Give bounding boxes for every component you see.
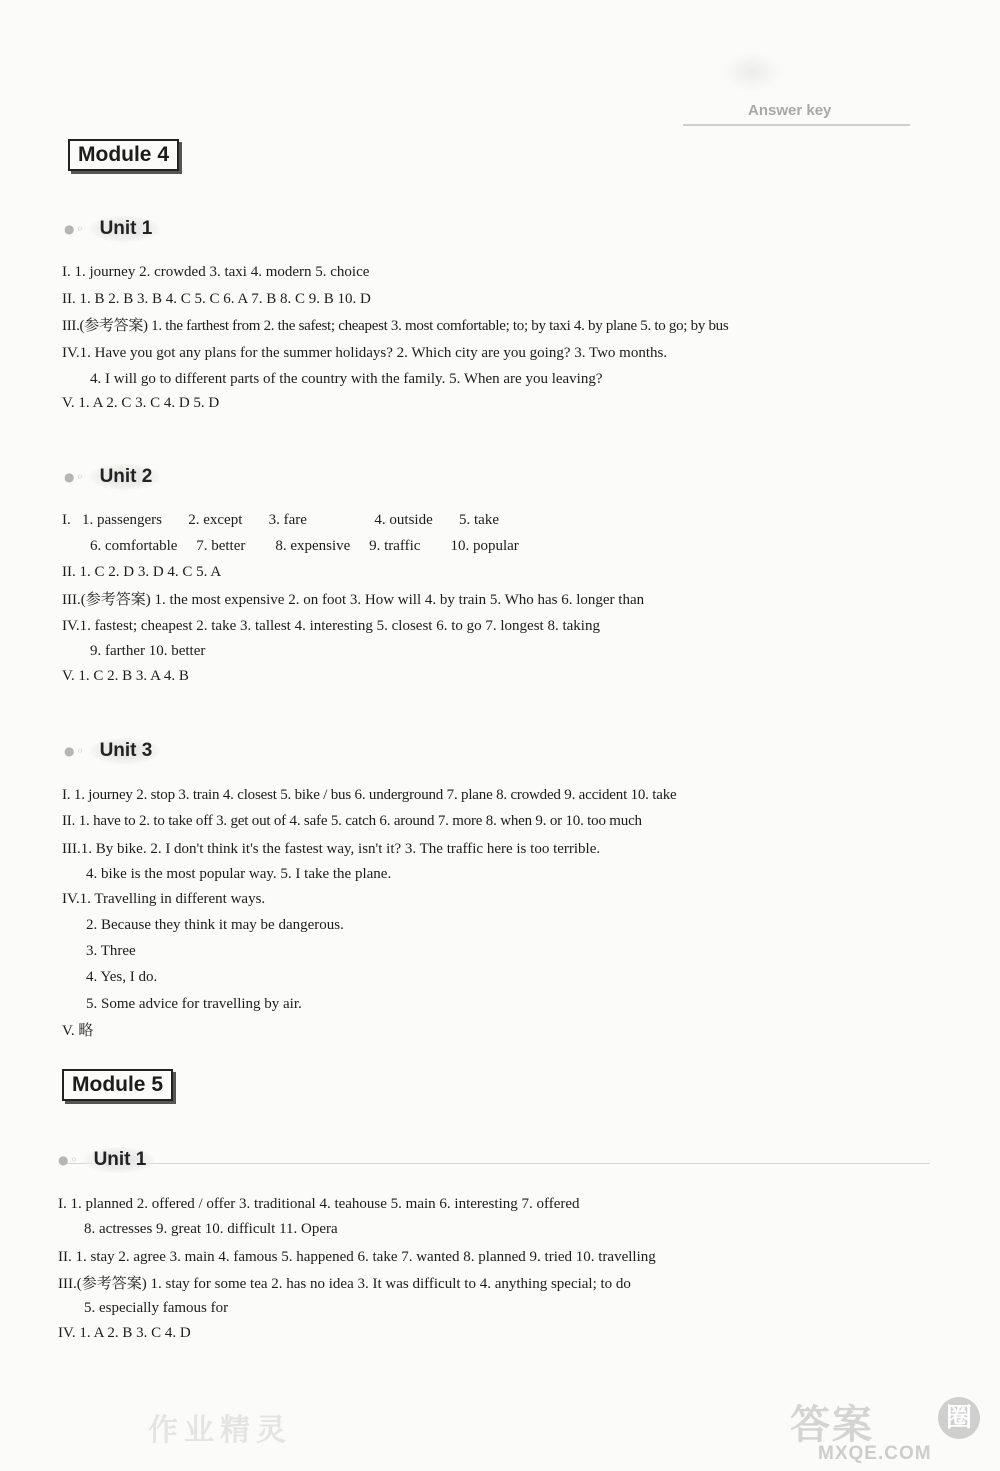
bullet-dots-icon: ●◦ (64, 470, 86, 484)
watermark-logo (790, 1393, 990, 1468)
answer-line: 6. comfortable 7. better 8. expensive 9. traffic 10. popular (90, 538, 519, 554)
answer-line: V. 略 (62, 1023, 94, 1039)
answer-line: IV.1. fastest; cheapest 2. take 3. tallest 4. interesting 5. closest 6. to go 7. longest 8. taking (62, 618, 600, 634)
watermark-top-text: 答案 (790, 1402, 874, 1448)
bullet-dots-icon: ●◦ (64, 744, 86, 758)
answer-line: 8. actresses 9. great 10. difficult 11. Opera (84, 1221, 338, 1237)
answer-line: 4. bike is the most popular way. 5. I take the plane. (86, 866, 392, 882)
module-4-title: Module 4 (68, 139, 179, 171)
answer-line: I. 1. journey 2. stop 3. train 4. closest 5. bike / bus 6. underground 7. plane 8. crowded 9. accident 10. take (62, 787, 677, 803)
answer-key-label: Answer key (748, 102, 832, 119)
answer-line: 4. Yes, I do. (86, 969, 158, 985)
unit-2-heading (64, 462, 160, 492)
answer-line: II. 1. C 2. D 3. D 4. C 5. A (62, 564, 222, 580)
answer-line: 5. especially famous for (84, 1300, 229, 1316)
answer-line: IV.1. Have you got any plans for the summer holidays? 2. Which city are you going? 3. Two months. (62, 345, 668, 361)
unit-1-heading (58, 1145, 154, 1175)
section-rule (60, 1163, 930, 1164)
answer-line: IV.1. Travelling in different ways. (62, 891, 266, 907)
answer-line: IV. 1. A 2. B 3. C 4. D (58, 1325, 191, 1341)
watermark-url: MXQE.COM (818, 1443, 932, 1464)
answer-line: III.(参考答案) 1. the most expensive 2. on foot 3. How will 4. by train 5. Who has 6. longer than (62, 592, 645, 608)
answer-line: 2. Because they think it may be dangerous. (86, 917, 344, 933)
answer-line: 3. Three (86, 943, 136, 959)
unit-title: Unit 3 (90, 738, 161, 764)
answer-line: 4. I will go to different parts of the country with the family. 5. When are you leaving? (90, 371, 603, 387)
answer-line: I. 1. journey 2. crowded 3. taxi 4. modern 5. choice (62, 264, 370, 280)
answer-line: 5. Some advice for travelling by air. (86, 996, 302, 1012)
watermark-circle-icon: 圈 (938, 1397, 980, 1439)
bullet-dots-icon: ●◦ (64, 222, 86, 236)
header-decoration (722, 52, 782, 92)
bullet-dots-icon: ●◦ (58, 1153, 80, 1167)
answer-line: V. 1. C 2. B 3. A 4. B (62, 668, 189, 684)
unit-title: Unit 1 (84, 1147, 155, 1173)
unit-title: Unit 2 (90, 464, 161, 490)
answer-line: I. 1. passengers 2. except 3. fare 4. outside 5. take (62, 512, 499, 528)
answer-line: II. 1. have to 2. to take off 3. get out of 4. safe 5. catch 6. around 7. more 8. when 9. or 10. too much (62, 813, 642, 829)
answer-line: III.(参考答案) 1. stay for some tea 2. has no idea 3. It was difficult to 4. anything special; to do (58, 1276, 631, 1292)
watermark-left: 作业精灵 (148, 1413, 292, 1448)
answer-line: II. 1. B 2. B 3. B 4. C 5. C 6. A 7. B 8. C 9. B 10. D (62, 291, 371, 307)
answer-line: II. 1. stay 2. agree 3. main 4. famous 5. happened 6. take 7. wanted 8. planned 9. tried 10. travelling (58, 1249, 656, 1265)
header-rule (683, 124, 910, 126)
answer-line: I. 1. planned 2. offered / offer 3. traditional 4. teahouse 5. main 6. interesting 7. offered (58, 1196, 580, 1212)
answer-line: V. 1. A 2. C 3. C 4. D 5. D (62, 395, 220, 411)
answer-line: III.1. By bike. 2. I don't think it's the fastest way, isn't it? 3. The traffic here is too terrible. (62, 841, 601, 857)
unit-1-heading (64, 214, 160, 244)
answer-line: 9. farther 10. better (90, 643, 206, 659)
unit-title: Unit 1 (90, 216, 161, 242)
module-5-title: Module 5 (62, 1069, 173, 1101)
unit-3-heading (64, 736, 160, 766)
answer-line: III.(参考答案) 1. the farthest from 2. the safest; cheapest 3. most comfortable; to; by taxi 4. by plane 5. to go; by bus (62, 318, 729, 334)
